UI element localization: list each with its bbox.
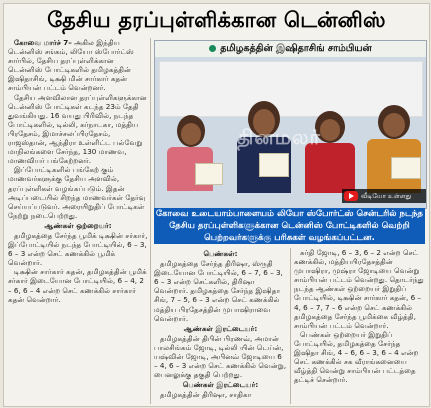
mid-paragraph-3: தமிழகத்தின் திரிஷா, சாதிகா [160, 390, 252, 400]
certificate [391, 157, 421, 179]
headline: தேசிய தரப்புள்ளிக்கான டென்னிஸ் [47, 8, 386, 32]
mid-paragraph-2: தமிழகத்தின் திபின் பிரணவ், அமான் பாலசிங்கம் ஜோடி, டில்லி யின் டெய்ன், யஷ்வின் ஜோடி, அபினவ் ஜோடியை 6 – 4, 6 – 3 என்ற செட் கணக்கில் வென்று, பைனலுக்கு தகுதி பெற்றது. [154, 333, 287, 380]
left-subheading: ஆண்கள் ஒற்றையர்: [44, 220, 112, 230]
mid-paragraph-1: தமிழகத்தை சேர்ந்த திரிஷா, ஸ்ருதி இடையோன போட்டியில், 6 – 7, 6 – 3, 6 – 3 என்ற செட்களில், திரிஷா வென்றார். தமிழகத்தை சேர்ந்த இஷிதா சிங், 7 – 5, 6 – 3 என்ற செட் கணக்கில் மத்திய பிரதேசத்தின் முபாஷிராவை வென்றார். [154, 259, 283, 323]
video-badge[interactable] [342, 189, 426, 203]
left-paragraph-1-text: அகில இந்திய டென்னிஸ் சங்கம், லியோ ஸ்போர்ட்ஸ் சார்பில், தேசிய தரப்புள்ளிக்கான டென்னிஸ் போட்டிகளில் தமிழகத்தின் இஷிதாசிங், டிக்ஷி மின் சார்கார் கதன் சாம்பியன் பட்டம் வென்றனர். [8, 38, 134, 93]
left-paragraph-2: தேசிய அளவிலான தரப்புள்ளிகளுக்கான டென்னிஸ் போட்டிகள் கடந்த 23ம் தேதி துவங்கியது. 16 வயது பிரிவில், நடந்த போட்டிகளில், டில்லி, கர்நாடகா, மத்திய பிரதேசம், இமாச்சலப்பிரதேசம், ராஜஸ்தான், ஆந்திரா உள்ளிட்ட பல்வேறு மாநிலங்களை சேர்ந்த, 130 மாணவ, மாணவியர் பங்கேற்றனர். [8, 92, 147, 166]
photo-title [155, 41, 426, 57]
middle-column [154, 248, 287, 404]
left-paragraph-5: டிக்ஷின் சார்கார் கதன், தமிழகத்தின் பூமிக் சர்கார் இடையோன போட்டியில், 6 – 4, 2 – 6, 6 – 4 என்ற செட் கணக்கில் சார்கார் கதன் வென்றார். [8, 267, 147, 304]
left-paragraph-1 [8, 38, 148, 93]
dateline: கோவை [14, 38, 42, 47]
column-divider [150, 38, 151, 404]
mid-subheading-2: ஆண்கள் இரட்டையர்: [183, 323, 258, 333]
photo-title-text: தமிழகத்தின் இஷிதாசிங் சாம்பியன் [220, 43, 372, 54]
right-paragraph-2: பெண்கள் ஒற்றையர் இறுதிப் போட்டியில், தமிழகத்தை சேர்ந்த இஷிதா சிங், 4 – 6, 6 – 3, 6 – 4 என்ற செட் கணக்கில் சக வீராங்கனையை வீழ்த்தி வென்று சாம்பியன் பட்டத்தை தட்டிச் சென்றார். [294, 329, 419, 385]
video-label: வீடியோ உள்ளது [361, 192, 412, 200]
news-photo [154, 40, 427, 209]
photo-caption: கோவை உடையாம்பாளையம் லியோ ஸ்போர்ட்ஸ் சென்டரில் நடந்த தேசிய தரப்புள்ளிகளுக்கான டென்னிஸ் போட்டிகளில் வெற்றி பெற்றவர்களுக்கு பரிசுகள் வழங்கப்பட்டன. [154, 208, 425, 244]
certificate [195, 163, 223, 185]
news-clipping [3, 3, 430, 407]
right-column [294, 248, 425, 404]
column-divider [290, 248, 291, 404]
mid-subheading-3: பெண்கள் இரட்டையர்: [182, 380, 259, 390]
left-column [8, 38, 148, 404]
watermark: தினமலர் [237, 125, 321, 149]
mid-subheading-1: பெண்கள்: [203, 249, 238, 258]
right-paragraph-1: சுர்தி ஜோடி, 6 – 3, 6 – 2 என்ற செட் கணக்கில், மத்தியபிரதேசத்தின் முபாஷிரா, முஷ்ரா ஜோடியை வென்று சாம்பியன் பட்டம் வென்றது. தொடர்ந்து நடந்த ஆண்கள் ஒற்றையர் இறுதிப் போட்டியில், டிக்ஷின் சார்கார் கதன், 6 – 4, 6 – 7, 7 – 6 என்ற செட் கணக்கில் தமிழகத்தை சேர்ந்த பூமிக்கை வீழ்த்தி, சாம்பியன் பட்டம் வென்றார். [294, 248, 424, 330]
bullet-icon [209, 45, 216, 52]
play-icon[interactable] [344, 191, 358, 201]
left-paragraph-3: இப்போட்டிகளில் பங்கேற் கும் மாணவர்களுக்கு தேசிய அளவில், தரப்புள்ளிகள் வழங்கப்படும். இதன் அடிப்படையில் சிறந்த மாணவர்கள் தேர்வு செய்யப்படுவர். அரையிறுதிப் போட்டிகள் நேற்று நடைபெற்றது. [8, 165, 146, 220]
date: மார்ச் 7– [43, 38, 72, 47]
left-paragraph-4: தமிழகத்தை சேர்ந்த பூமிக் டிக்ஷின் சர்கார், இப்போட்டியில் நடந்த போட்டியில், 6 – 3, 6 – 3 என்ற செட் கணக்கில் பூமிக் வென்றார். [8, 230, 148, 268]
certificate [259, 153, 289, 177]
